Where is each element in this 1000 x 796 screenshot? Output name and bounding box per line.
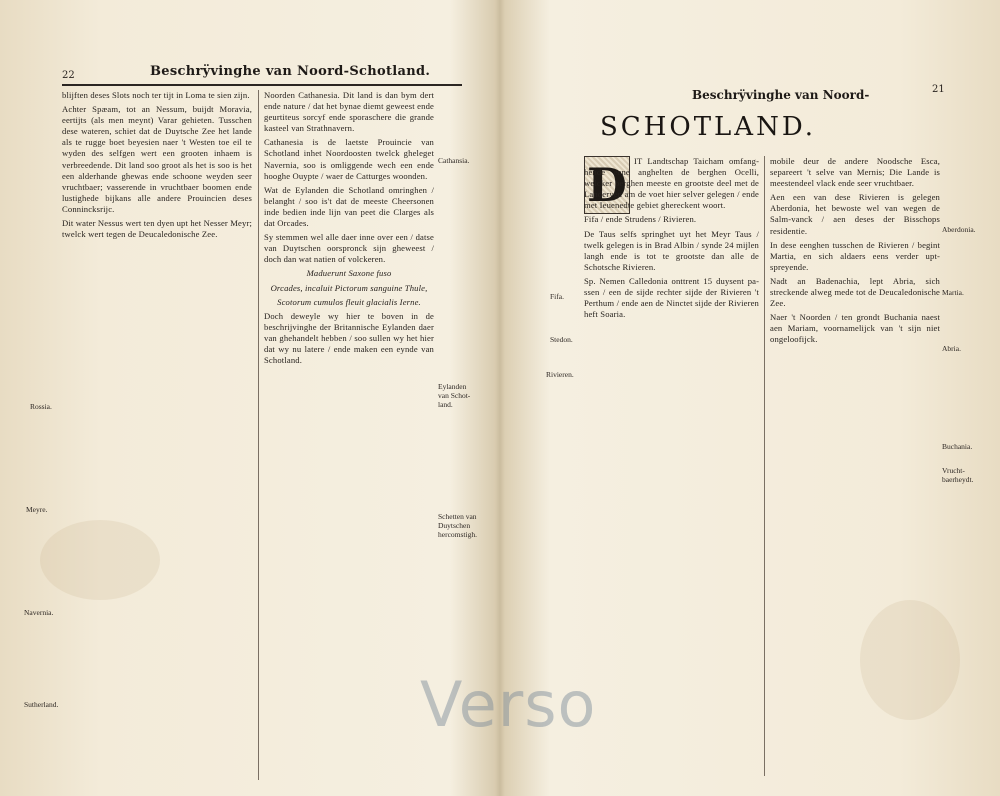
margin-note: Fifa. (550, 292, 564, 301)
margin-note: Rivieren. (546, 370, 574, 379)
paragraph: Cathanesia is de laetste Prouincie van Schotland inhet Noordoosten twelck gheleget Navernia, soo is omliggende wech een ende hooghe Ouypte / waer de Catturges woonden. (264, 137, 434, 181)
chapter-title: SCHOTLAND. (600, 112, 817, 142)
latin-verse: Orcades, incaluit Pictorum sanguine Thule, (270, 282, 428, 293)
margin-note: Sutherland. (24, 700, 59, 709)
chapter-title-line-1: Beschrÿvinghe van Noord- (692, 88, 870, 102)
margin-note: Meyre. (26, 505, 48, 514)
margin-note: Stedon. (550, 335, 573, 344)
latin-verse: Scotorum cumulos fleuit glacialis Ierne. (277, 296, 421, 307)
margin-note: Abria. (942, 344, 961, 353)
paragraph: Noorden Cathanesia. Dit land is dan bym dert ende nature / dat het bynae diemt geweest ende geurtiteus sorcyf ende sporaschere die grande kasteel van Strathnavern. (264, 90, 434, 134)
paragraph: IT Landtschap Taicham omfanghende eene anghelten de berghen Ocelli, welcker berghen meeste en grootste deel met de Landeryen am de voet hier selver gelegen / ende met Ieuenedte gebiet ghereckent woort. (584, 156, 759, 211)
paragraph: mobile deur de andere Noodsche Esca, separeert 't selve van Mernis; Die Lande is meestendeel vlack ende seer vruchtbaer. (770, 156, 940, 189)
column-divider (764, 156, 765, 776)
page-number: 22 (62, 70, 75, 81)
margin-note: Vruchtbaerheydt. (942, 466, 974, 484)
paragraph: Dit water Nessus wert ten dyen upt het Nesser Meyr; twelck wert tegen de Deucaledonische Zee. (62, 218, 252, 240)
running-head: Beschrÿvinghe van Noord-Schotland. (150, 64, 431, 79)
margin-note: Cathansia. (438, 156, 470, 165)
paragraph: De Taus selfs springhet uyt het Meyr Taus / twelk gelegen is in Brad Albin / synde 24 mijlen langh ende is tot te grootste dan alle de Schotsche Rivieren. (584, 228, 759, 272)
margin-note: Aberdonia. (942, 225, 976, 234)
head-rule (62, 84, 462, 86)
column-divider (258, 90, 259, 780)
left-column-2 (264, 90, 434, 780)
paragraph: Achter Spæam, tot an Nessum, buijdt Moravia, eertijts (als men meynt) Varar gehieten. Tusschen dese wateren, schiet dat de Duytsche Zee het lande als te rugge boet beyesien naer 't Westen toe eil te wyden des selfgen wert een grooten inhaem is verbreedende. Dit land soo groot als het is soo is het een alderhande ghewas ende schoone weyden seer vruchtbaer; vasserende in vruchtbaer boomen ende lustighede bijkans alle andere Prouincien deses Connincksrijc. (62, 104, 252, 214)
drop-cap-letter: D (587, 158, 627, 212)
paragraph: blijften deses Slots noch ter tijt in Loma te sien zijn. (62, 90, 250, 100)
margin-note: Buchania. (942, 442, 973, 451)
margin-note: Eylanden van Schotland. (438, 382, 471, 409)
paragraph: Aen een van dese Rivieren is gelegen Aberdonia, het bewoste wel van wegen de Salm-vanck / aen deses der Bisschops residentie. (770, 192, 940, 236)
paragraph: Nadt an Badenachia, lept Abria, sich streckende alweg mede tot de Deucaledonische Zee. (770, 275, 940, 309)
latin-verse: Maduerunt Saxone fuso (306, 268, 392, 279)
right-column-2 (770, 156, 940, 776)
margin-note: Navernia. (24, 608, 54, 617)
paragraph: In dese eenghen tusschen de Rivieren / begint Martia, en sich aldaers eens verder upt-spreyende. (770, 239, 940, 272)
margin-note: Martia. (942, 288, 964, 297)
verso-watermark: Verso (420, 668, 597, 741)
paragraph: Fifa / ende Strudens / Rivieren. (584, 214, 697, 225)
paragraph: Naer 't Noorden / ten grondt Buchania naest aen Mariam, voornamelijck van 't sijn niet ongeloofijck. (770, 312, 940, 345)
paragraph: Sp. Nemen Calledonia onttrent 15 duysent passen / een de sijde rechter sijde der Rivieren 't Perthum / ende aen de Ninctet sijde der Rivieren heft Soaria. (584, 275, 759, 320)
left-column-1 (62, 90, 252, 780)
page-number: 21 (932, 84, 945, 95)
paragraph: Wat de Eylanden die Schotland omringhen / belanght / soo is't dat de meeste Cheersonen inde bedien inde lijn van peet die Clarges als dat Orcades. (264, 184, 434, 229)
paragraph: Doch deweyle wy hier te boven in de beschrijvinghe der Britannische Eylanden daer van ghehandelt hebben / soo sullen wy het hier dat wy nu latere / ende maken een eynde van Schotland. (264, 310, 434, 366)
margin-note: Schetten van Duytschen hercomstigh. (438, 512, 477, 539)
margin-note: Rossia. (30, 402, 52, 411)
right-column-1 (584, 156, 759, 776)
paragraph: Sy stemmen wel alle daer inne over een / datse van Duytschen oorspronck sijn gheweest / doch dan wat natien of volckeren. (264, 232, 434, 265)
